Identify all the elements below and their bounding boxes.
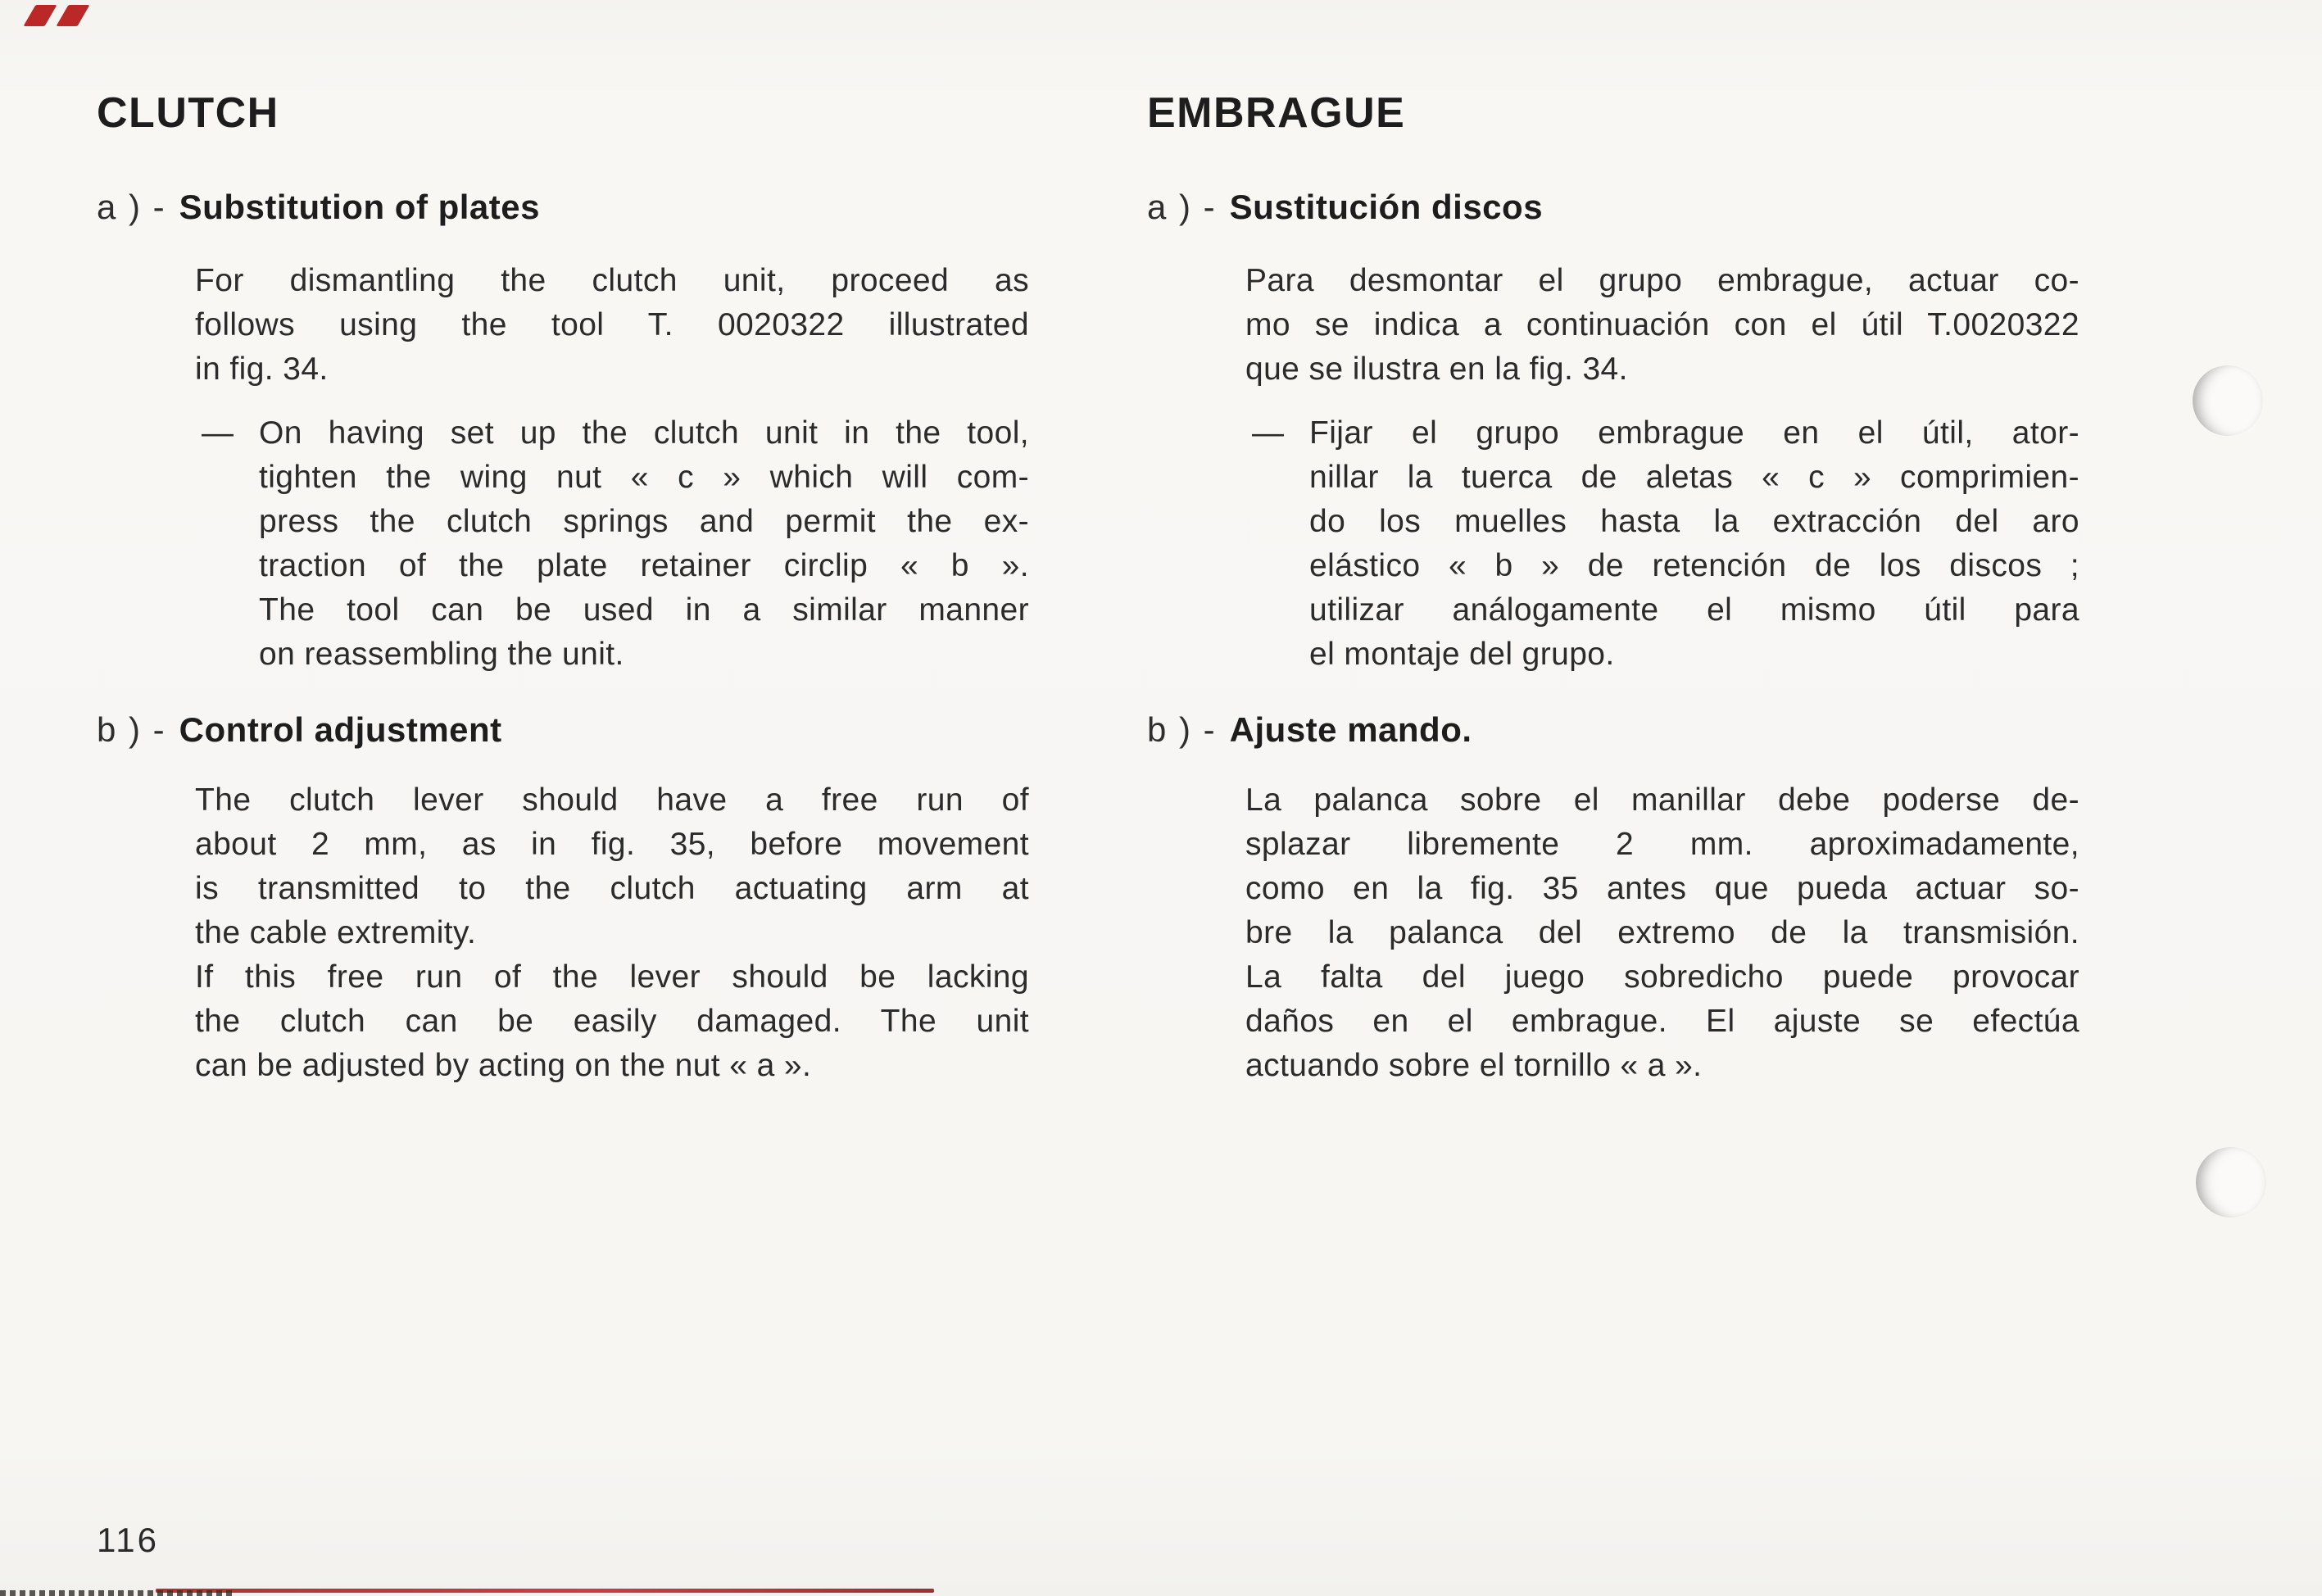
paragraph bbox=[1245, 778, 2079, 1088]
text-line: daños en el embrague. El ajuste se efectúa bbox=[1245, 1004, 2079, 1039]
em-dash-icon: — bbox=[1252, 415, 1284, 451]
section-label: b ) - bbox=[1147, 710, 1217, 749]
text-line: elástico « b » de retención de los discos ; bbox=[1309, 548, 2079, 583]
punch-hole bbox=[2196, 1147, 2266, 1217]
column-english bbox=[97, 89, 1029, 1088]
section-heading-b-english bbox=[97, 711, 1029, 749]
text-line: bre la palanca del extremo de la transmisión. bbox=[1245, 915, 2079, 950]
text-line: que se ilustra en la fig. 34. bbox=[1245, 351, 1628, 387]
text-line: For dismantling the clutch unit, proceed as bbox=[195, 263, 1029, 298]
dash-list-item bbox=[1252, 411, 2079, 677]
text-line: is transmitted to the clutch actuating arm at bbox=[195, 871, 1029, 906]
scan-speckle-band bbox=[0, 1590, 234, 1596]
text-line: utilizar análogamente el mismo útil para bbox=[1309, 592, 2079, 628]
text-line: press the clutch springs and permit the ex- bbox=[259, 504, 1029, 539]
paragraph bbox=[195, 955, 1029, 1088]
text-line: On having set up the clutch unit in the tool, bbox=[259, 415, 1029, 451]
column-heading-english: CLUTCH bbox=[97, 89, 279, 137]
scan-red-mark bbox=[29, 5, 95, 26]
text-line: traction of the plate retainer circlip « b ». bbox=[259, 548, 1029, 583]
text-line: como en la fig. 35 antes que pueda actuar so- bbox=[1245, 871, 2079, 906]
text-line: La falta del juego sobredicho puede provocar bbox=[1245, 959, 2079, 995]
text-line: actuando sobre el tornillo « a ». bbox=[1245, 1048, 1703, 1083]
text-line: splazar libremente 2 mm. aproximadamente, bbox=[1245, 827, 2079, 862]
section-heading-a-english bbox=[97, 188, 1029, 226]
section-label: b ) - bbox=[97, 710, 166, 749]
section-heading-a-spanish bbox=[1147, 188, 2079, 226]
punch-hole bbox=[2193, 365, 2263, 436]
text-line: The tool can be used in a similar manner bbox=[259, 592, 1029, 628]
paragraph bbox=[1245, 259, 2079, 392]
text-line: about 2 mm, as in fig. 35, before movement bbox=[195, 827, 1029, 862]
section-title: Ajuste mando. bbox=[1229, 710, 1472, 749]
text-line: If this free run of the lever should be lacking bbox=[195, 959, 1029, 995]
text-line: in fig. 34. bbox=[195, 351, 329, 387]
text-line: on reassembling the unit. bbox=[259, 637, 624, 672]
text-line: do los muelles hasta la extracción del aro bbox=[1309, 504, 2079, 539]
column-spanish bbox=[1147, 89, 2079, 1088]
text-line: can be adjusted by acting on the nut « a ». bbox=[195, 1048, 812, 1083]
paragraph bbox=[195, 259, 1029, 392]
column-heading-spanish: EMBRAGUE bbox=[1147, 89, 1406, 137]
text-line: the cable extremity. bbox=[195, 915, 477, 950]
section-title: Sustitución discos bbox=[1229, 188, 1544, 226]
em-dash-icon: — bbox=[202, 415, 234, 451]
text-line: el montaje del grupo. bbox=[1309, 637, 1615, 672]
text-line: tighten the wing nut « c » which will com- bbox=[259, 460, 1029, 495]
text-line: La palanca sobre el manillar debe poderse de- bbox=[1245, 782, 2079, 818]
text-line: the clutch can be easily damaged. The unit bbox=[195, 1004, 1029, 1039]
paragraph bbox=[195, 778, 1029, 955]
dash-list-item bbox=[202, 411, 1029, 677]
section-title: Control adjustment bbox=[179, 710, 502, 749]
text-line: Fijar el grupo embrague en el útil, ator- bbox=[1309, 415, 2079, 451]
text-line: nillar la tuerca de aletas « c » comprimien- bbox=[1309, 460, 2079, 495]
page-number: 116 bbox=[97, 1521, 159, 1559]
section-title: Substitution of plates bbox=[179, 188, 540, 226]
text-line: mo se indica a continuación con el útil T.0020322 bbox=[1245, 307, 2079, 342]
section-heading-b-spanish bbox=[1147, 711, 2079, 749]
section-label: a ) - bbox=[97, 188, 166, 226]
text-line: follows using the tool T. 0020322 illustrated bbox=[195, 307, 1029, 342]
section-label: a ) - bbox=[1147, 188, 1217, 226]
scan-red-edge-streak bbox=[156, 1589, 934, 1593]
text-line: The clutch lever should have a free run of bbox=[195, 782, 1029, 818]
text-line: Para desmontar el grupo embrague, actuar co- bbox=[1245, 263, 2079, 298]
paragraph bbox=[1309, 411, 2079, 677]
paragraph bbox=[259, 411, 1029, 677]
